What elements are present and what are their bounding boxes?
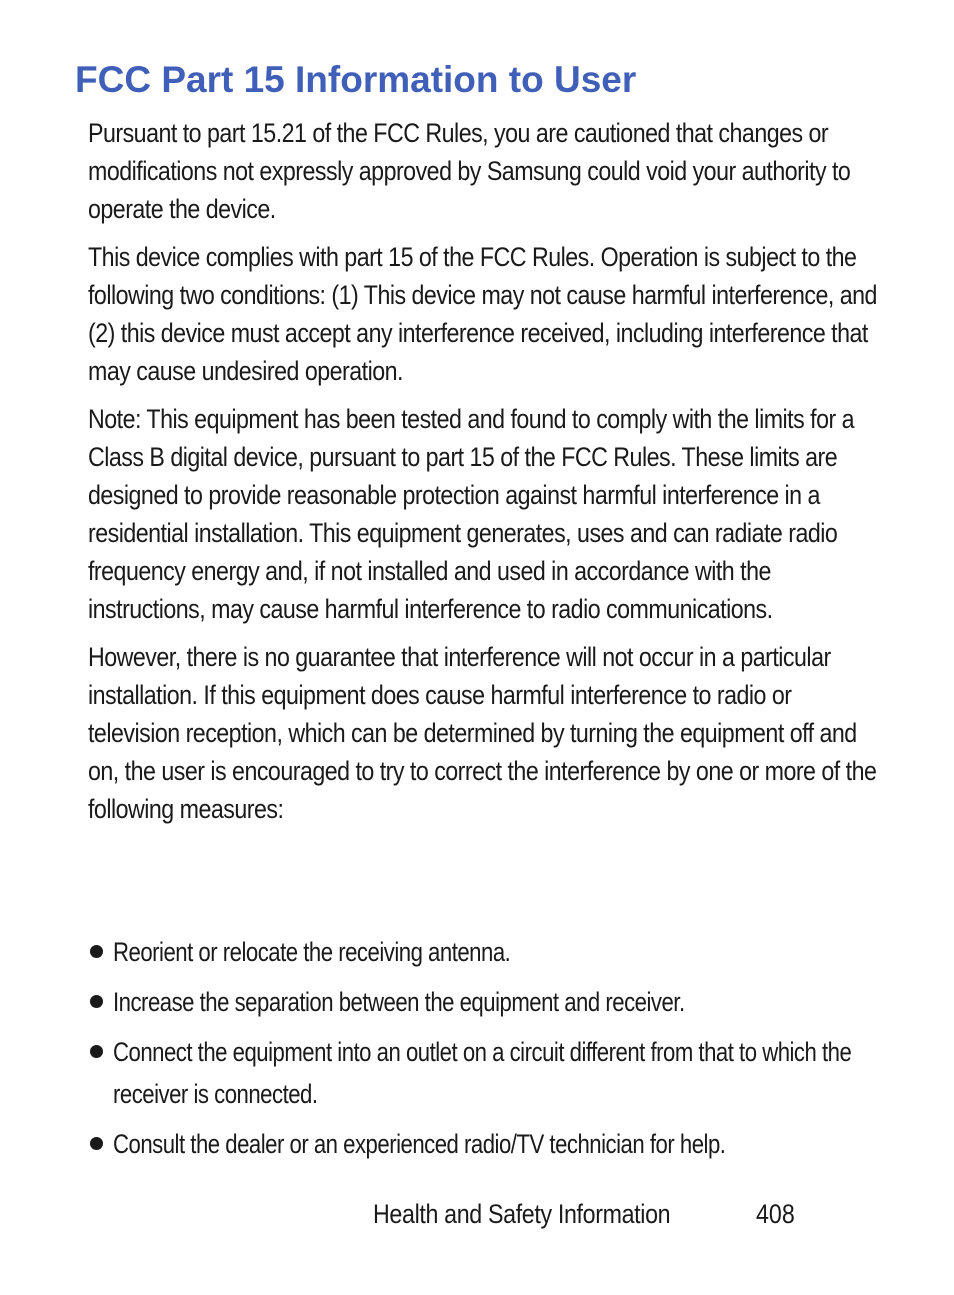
list-item bbox=[88, 1123, 888, 1165]
list-item bbox=[88, 1031, 888, 1115]
paragraph-class-b-note: Note: This equipment has been tested and found to comply with the limits for a Class B digital device, pursuant to part 15 of the FCC Rules. These limits are designed to provide reasonable protection against harmful interference in a residential installation. This equipment generates, uses and can radiate radio frequency energy and, if not installed and used in accordance with the instructions, may cause harmful interference to radio communications. bbox=[88, 404, 855, 624]
bullet-icon bbox=[90, 1137, 103, 1150]
list-item bbox=[88, 981, 888, 1023]
page-number: 408 bbox=[756, 1199, 795, 1229]
list-item-text: Connect the equipment into an outlet on a circuit different from that to which the receiver is connected. bbox=[113, 1037, 852, 1109]
page-footer bbox=[373, 1195, 795, 1233]
bullet-icon bbox=[90, 1045, 103, 1058]
footer-section-title: Health and Safety Information bbox=[373, 1199, 671, 1229]
list-item-text: Reorient or relocate the receiving antenna. bbox=[113, 937, 511, 967]
measures-list bbox=[88, 931, 888, 1173]
body-text bbox=[88, 114, 878, 838]
bullet-icon bbox=[90, 945, 103, 958]
paragraph-modifications-caution: Pursuant to part 15.21 of the FCC Rules, you are cautioned that changes or modifications not expressly approved by Samsung could void your authority to operate the device. bbox=[88, 118, 851, 224]
page-title: FCC Part 15 Information to User bbox=[75, 59, 637, 100]
paragraph-no-guarantee: However, there is no guarantee that interference will not occur in a particular installation. If this equipment does cause harmful interference to radio or television reception, which can be determined by turning the equipment off and on, the user is encouraged to try to correct the interference by one or more of the following measures: bbox=[88, 642, 877, 824]
list-item bbox=[88, 931, 888, 973]
paragraph-compliance-conditions: This device complies with part 15 of the FCC Rules. Operation is subject to the following two conditions: (1) This device may not cause harmful interference, and (2) this device must accept any interference received, including interference that may cause undesired operation. bbox=[88, 242, 877, 386]
bullet-icon bbox=[90, 995, 103, 1008]
list-item-text: Consult the dealer or an experienced radio/TV technician for help. bbox=[113, 1129, 726, 1159]
list-item-text: Increase the separation between the equipment and receiver. bbox=[113, 987, 685, 1017]
